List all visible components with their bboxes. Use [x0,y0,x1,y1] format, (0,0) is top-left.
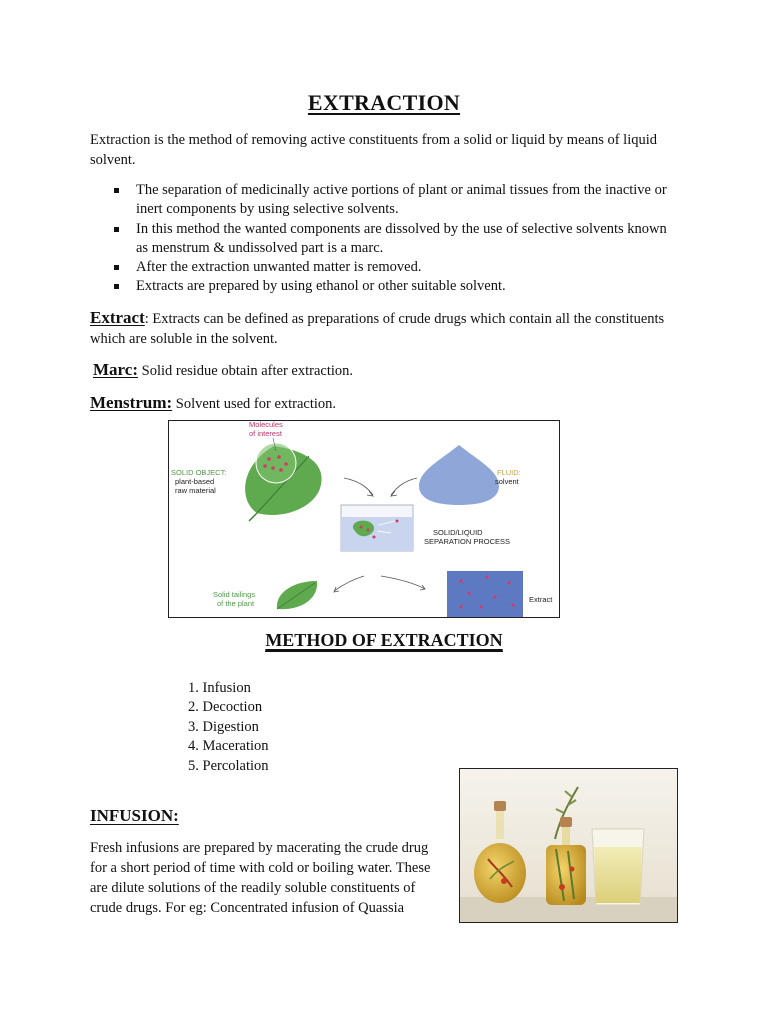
extract-container-icon [447,571,523,617]
molecules-label-line2: of interest [249,429,282,438]
extract-label: Extract [529,595,553,604]
tailings-line1: Solid tailings [213,590,256,599]
fluid-sub: solvent [495,477,519,486]
bullet-item: After the extraction unwanted matter is removed. [90,258,680,277]
method-item: 1. Infusion [188,680,251,696]
extraction-diagram [168,420,560,618]
infusion-photo [459,768,678,923]
process-line2: SEPARATION PROCESS [424,537,510,546]
solvent-drop-icon [419,445,499,505]
bullet-item: The separation of medicinally active portions of plant or animal tissues from the inactive or inert components by using selective solvents. [90,181,680,220]
marc-text: Solid residue obtain after extraction. [138,363,354,379]
arrow-to-extract [381,576,425,589]
glass-icon [592,829,644,905]
marc-definition [93,360,683,382]
menstrum-term: Menstrum: [90,393,173,412]
method-heading [0,630,768,651]
infusion-paragraph: Fresh infusions are prepared by macerating the crude drug for a short period of time with cold or boiling water. These are dilute solutions of the readily soluble constituents of crude drugs. For eg: Concentrated infusion of Quassia [90,840,431,916]
page-title: EXTRACTION [307,90,461,115]
arrow-solvent-to-beaker [391,478,417,495]
method-item: 3. Digestion [188,718,259,735]
tailings-leaf-icon [277,581,317,609]
method-item: 4. Maceration [188,738,269,755]
bullet-list [90,181,680,297]
marc-term: Marc: [93,360,138,379]
extract-text: Extracts can be defined as preparations of crude drugs which contain all the constituents which are soluble in the solvent. [90,311,665,347]
method-item: 2. Decoction [188,699,263,716]
extraction-diagram-svg [169,421,559,617]
solid-object-title: SOLID OBJECT: [171,468,227,477]
process-line1: SOLID/LIQUID [433,528,483,537]
beaker-icon [341,505,413,551]
solid-object-line2: raw material [175,486,216,495]
infusion-photo-svg [460,769,677,922]
arrow-to-tailings [334,576,364,591]
extract-definition [90,308,680,349]
tailings-line2: of the plant [217,599,255,608]
method-item: 5. Percolation [188,757,269,774]
menstrum-definition [90,393,680,415]
extract-term: Extract [90,308,145,327]
bullet-item: In this method the wanted components are dissolved by the use of selective solvents known as menstrum & undissolved part is a marc. [90,220,680,259]
menstrum-text: Solvent used for extraction. [172,396,337,412]
method-heading-text: METHOD OF EXTRACTION [265,630,503,650]
leaf-icon [245,438,321,521]
infusion-heading: INFUSION: [90,806,179,825]
extract-sep: : [144,311,149,327]
intro-paragraph: Extraction is the method of removing active constituents from a solid or liquid by means of liquid solvent. [90,132,658,168]
arrow-leaf-to-beaker [344,478,373,495]
fluid-title: FLUID: [497,468,521,477]
solid-object-line1: plant-based [175,477,215,486]
molecules-label-line1: Molecules [249,421,283,429]
methods-list [188,679,269,776]
bullet-item: Extracts are prepared by using ethanol or other suitable solvent. [90,277,680,296]
